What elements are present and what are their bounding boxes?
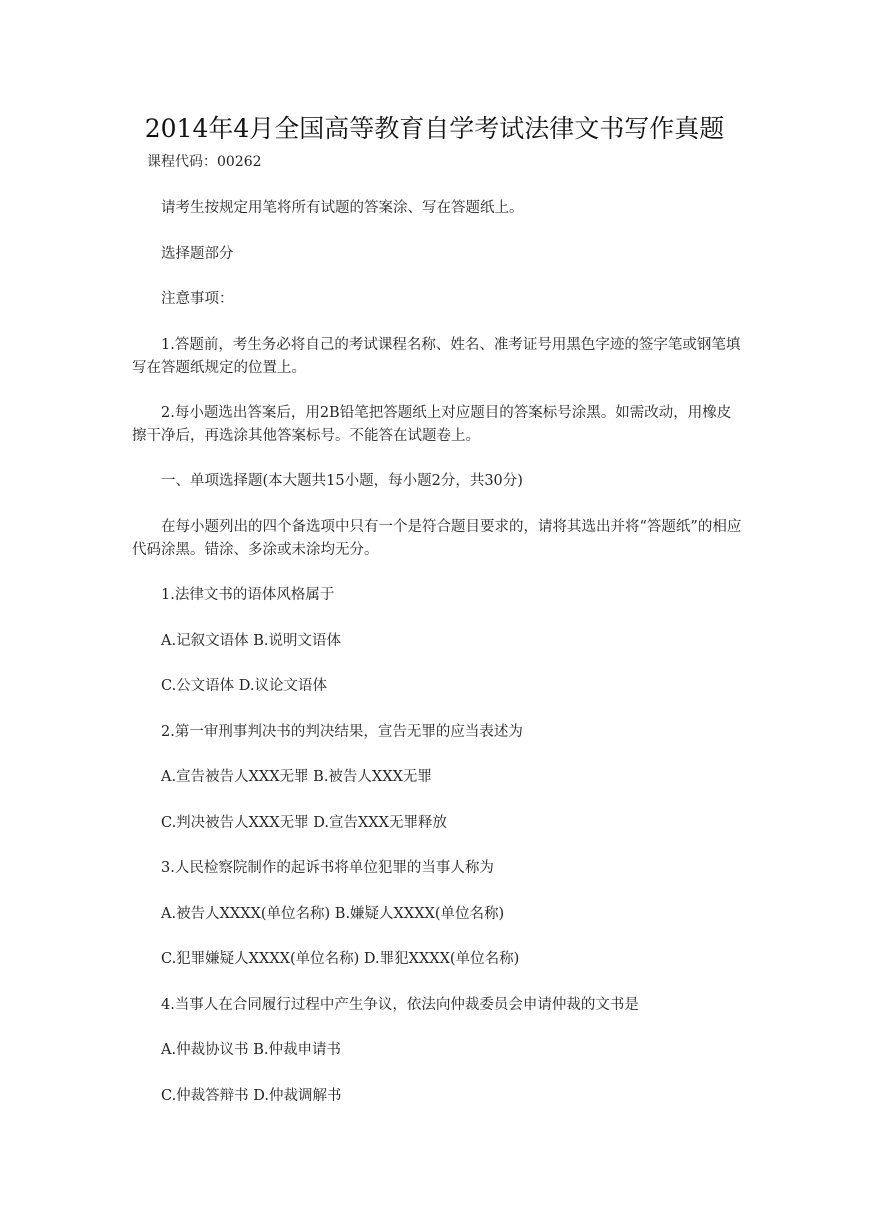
course-code: 课程代码：00262 — [147, 154, 262, 170]
paragraph-section-1-heading: 一、单项选择题(本大题共15小题，每小题2分，共30分) — [161, 473, 523, 489]
question-4-options-ab: A.仲裁协议书 B.仲裁申请书 — [161, 1042, 341, 1058]
question-2-options-cd: C.判决被告人XXX无罪 D.宣告XXX无罪释放 — [161, 815, 447, 831]
question-1-options-ab: A.记叙文语体 B.说明文语体 — [161, 633, 341, 649]
paragraph-notes-heading: 注意事项： — [161, 291, 234, 307]
paragraph-note-1: 1.答题前，考生务必将自己的考试课程名称、姓名、准考证号用黑色字迹的签字笔或钢笔填写在答题纸规定的位置上。 — [132, 337, 741, 376]
question-2-options-ab: A.宣告被告人XXX无罪 B.被告人XXX无罪 — [161, 769, 432, 785]
question-1-options-cd: C.公文语体 D.议论文语体 — [161, 678, 328, 694]
paragraph-section-1-instruction: 在每小题列出的四个备选项中只有一个是符合题目要求的，请将其选出并将“答题纸”的相应代码涂黑。错涂、多涂或未涂均无分。 — [132, 519, 742, 558]
question-1: 1.法律文书的语体风格属于 — [161, 587, 335, 603]
paragraph-section-choice: 选择题部分 — [161, 246, 234, 262]
paragraph-instruction: 请考生按规定用笔将所有试题的答案涂、写在答题纸上。 — [161, 200, 524, 216]
question-3-options-cd: C.犯罪嫌疑人XXXX(单位名称) D.罪犯XXXX(单位名称) — [161, 951, 520, 967]
question-4-options-cd: C.仲裁答辩书 D.仲裁调解书 — [161, 1088, 342, 1104]
document-title: 2014年4月全国高等教育自学考试法律文书写作真题 — [144, 114, 725, 143]
paragraph-note-2: 2.每小题选出答案后，用2B铅笔把答题纸上对应题目的答案标号涂黑。如需改动，用橡皮擦干净后，再选涂其他答案标号。不能答在试题卷上。 — [132, 405, 732, 444]
question-3-options-ab: A.被告人XXXX(单位名称) B.嫌疑人XXXX(单位名称) — [161, 906, 505, 922]
question-3: 3.人民检察院制作的起诉书将单位犯罪的当事人称为 — [161, 860, 494, 876]
question-4: 4.当事人在合同履行过程中产生争议，依法向仲裁委员会申请仲裁的文书是 — [161, 997, 639, 1013]
question-2: 2.第一审刑事判决书的判决结果，宣告无罪的应当表述为 — [161, 724, 523, 740]
